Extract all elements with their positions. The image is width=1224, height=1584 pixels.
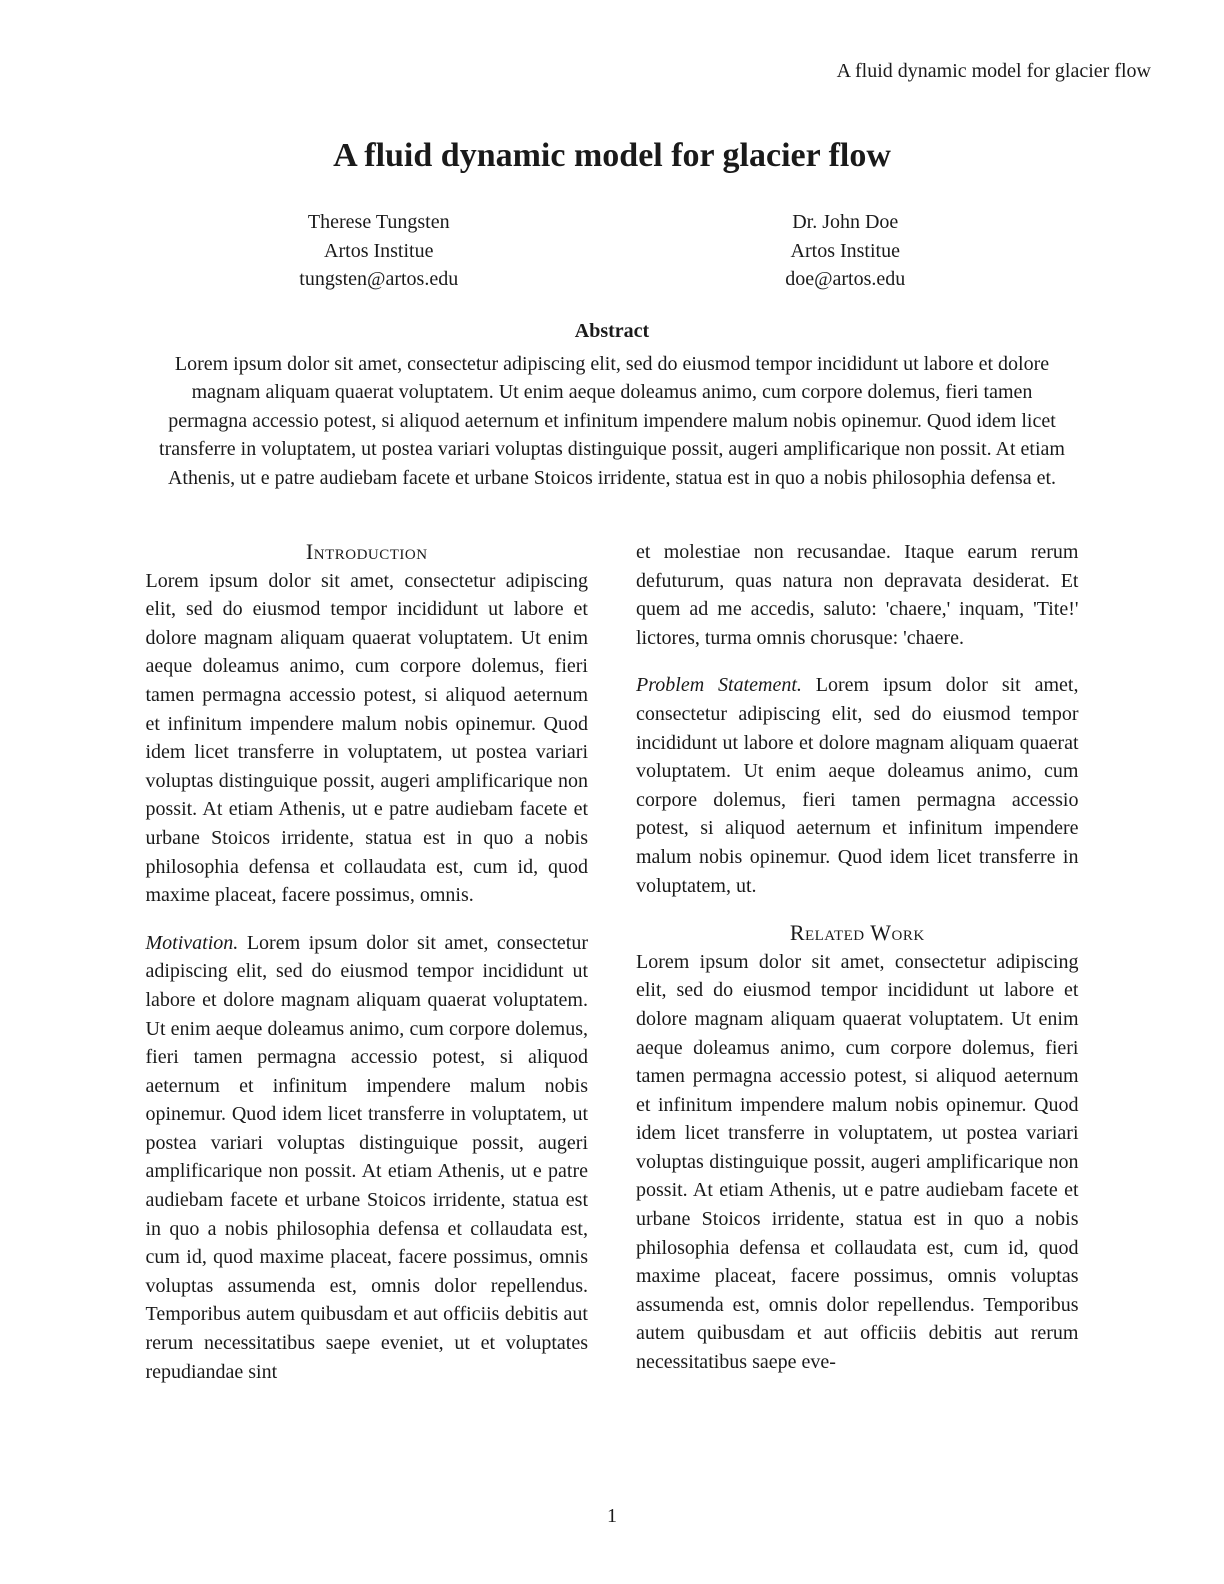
introduction-paragraph: Lorem ipsum dolor sit amet, consectetur adipiscing elit, sed do eiusmod tempor incididunt ut labore et dolore magnam aliquam quaerat voluptatem. Ut enim aeque doleamus animo, cum corpore dolemus, fieri tamen permagna accessio potest, si aliquod aeternum et infinitum impendere malum nobis opinemur. Quod idem licet transferre in voluptatem, ut postea variari voluptas distinguique possit, augeri amplificarique non possit. At etiam Athenis, ut e patre audiebam facete et urbane Stoicos irridente, statua est in quo a nobis philosophia defensa et collaudata est, cum id, quod maxime placeat, facere possimus, omnis. bbox=[145, 569, 588, 907]
abstract-heading: Abstract bbox=[574, 319, 650, 342]
two-column-body bbox=[146, 538, 1079, 1386]
motivation-run-in-heading: Motivation. bbox=[145, 931, 239, 954]
author-row bbox=[146, 208, 1079, 294]
problem-statement-paragraph-text: Lorem ipsum dolor sit amet, consectetur adipiscing elit, sed do eiusmod tempor incididunt ut labore et dolore magnam aliquam quaerat voluptatem. Ut enim aeque doleamus animo, cum corpore dolemus, fieri tamen permagna accessio potest, si aliquod aeternum et infinitum impendere malum nobis opinemur. Quod idem licet transferre in voluptatem, ut. bbox=[636, 674, 1079, 897]
motivation-paragraph bbox=[146, 929, 589, 1387]
running-header: A fluid dynamic model for glacier flow bbox=[836, 60, 1151, 82]
abstract-text: Lorem ipsum dolor sit amet, consectetur adipiscing elit, sed do eiusmod tempor incididunt ut labore et dolore magnam aliquam quaerat voluptatem. Ut enim aeque doleamus animo, cum corpore dolemus, fieri tamen permagna accessio potest, si aliquod aeternum et infinitum impendere malum nobis opinemur. Quod idem licet transferre in voluptatem, ut postea variari voluptas distinguique possit, augeri amplificarique non possit. At etiam Athenis, ut e patre audiebam facete et urbane Stoicos irridente, statua est in quo a nobis philosophia defensa et. bbox=[159, 352, 1065, 489]
author-1-name: Therese Tungsten bbox=[307, 211, 450, 233]
page-number: 1 bbox=[607, 1505, 617, 1527]
problem-statement-run-in-heading: Problem Statement. bbox=[636, 674, 802, 697]
author-1-email: tungsten@artos.edu bbox=[299, 268, 459, 290]
author-block-1 bbox=[146, 208, 613, 294]
author-2-name: Dr. John Doe bbox=[792, 211, 899, 233]
section-heading-introduction: Introduction bbox=[305, 539, 428, 564]
continuation-paragraph: et molestiae non recusandae. Itaque earum rerum defuturum, quas natura non depravata desiderat. Et quem ad me accedis, saluto: 'chaere,' inquam, 'Tite!' lictores, turma omnis chorusque: 'chaere. bbox=[636, 541, 1079, 649]
paper-title: A fluid dynamic model for glacier flow bbox=[333, 137, 891, 174]
left-column bbox=[146, 538, 589, 1386]
author-1-affiliation: Artos Institue bbox=[324, 239, 434, 262]
author-block-2 bbox=[612, 208, 1079, 294]
related-work-paragraph: Lorem ipsum dolor sit amet, consectetur adipiscing elit, sed do eiusmod tempor incididunt ut labore et dolore magnam aliquam quaerat voluptatem. Ut enim aeque doleamus animo, cum corpore dolemus, fieri tamen permagna accessio potest, si aliquod aeternum et infinitum impendere malum nobis opinemur. Quod idem licet transferre in voluptatem, ut postea variari voluptas distinguique possit, augeri amplificarique non possit. At etiam Athenis, ut e patre audiebam facete et urbane Stoicos irridente, statua est in quo a nobis philosophia defensa et collaudata est, cum id, quod maxime placeat, facere possimus, omnis voluptas assumenda est, omnis dolor repellendus. Temporibus autem quibusdam et aut officiis debitis aut rerum necessitatibus saepe eve- bbox=[636, 950, 1079, 1374]
motivation-paragraph-text: Lorem ipsum dolor sit amet, consectetur adipiscing elit, sed do eiusmod tempor incididunt ut labore et dolore magnam aliquam quaerat voluptatem. Ut enim aeque doleamus animo, cum corpore dolemus, fieri tamen permagna accessio potest, si aliquod aeternum et infinitum impendere malum nobis opinemur. Quod idem licet transferre in voluptatem, ut postea variari voluptas distinguique possit, augeri amplificarique non possit. At etiam Athenis, ut e patre audiebam facete et urbane Stoicos irridente, statua est in quo a nobis philosophia defensa et collaudata est, cum id, quod maxime placeat, facere possimus, omnis voluptas assumenda est, omnis dolor repellendus. Temporibus autem quibusdam et aut officiis debitis aut rerum necessitatibus saepe eveniet, ut et voluptates repudiandae sint bbox=[145, 931, 588, 1383]
problem-statement-paragraph bbox=[636, 671, 1079, 900]
author-2-email: doe@artos.edu bbox=[785, 268, 906, 290]
right-column bbox=[636, 538, 1079, 1386]
author-2-affiliation: Artos Institue bbox=[790, 239, 900, 262]
section-heading-related-work: Related Work bbox=[789, 920, 925, 946]
